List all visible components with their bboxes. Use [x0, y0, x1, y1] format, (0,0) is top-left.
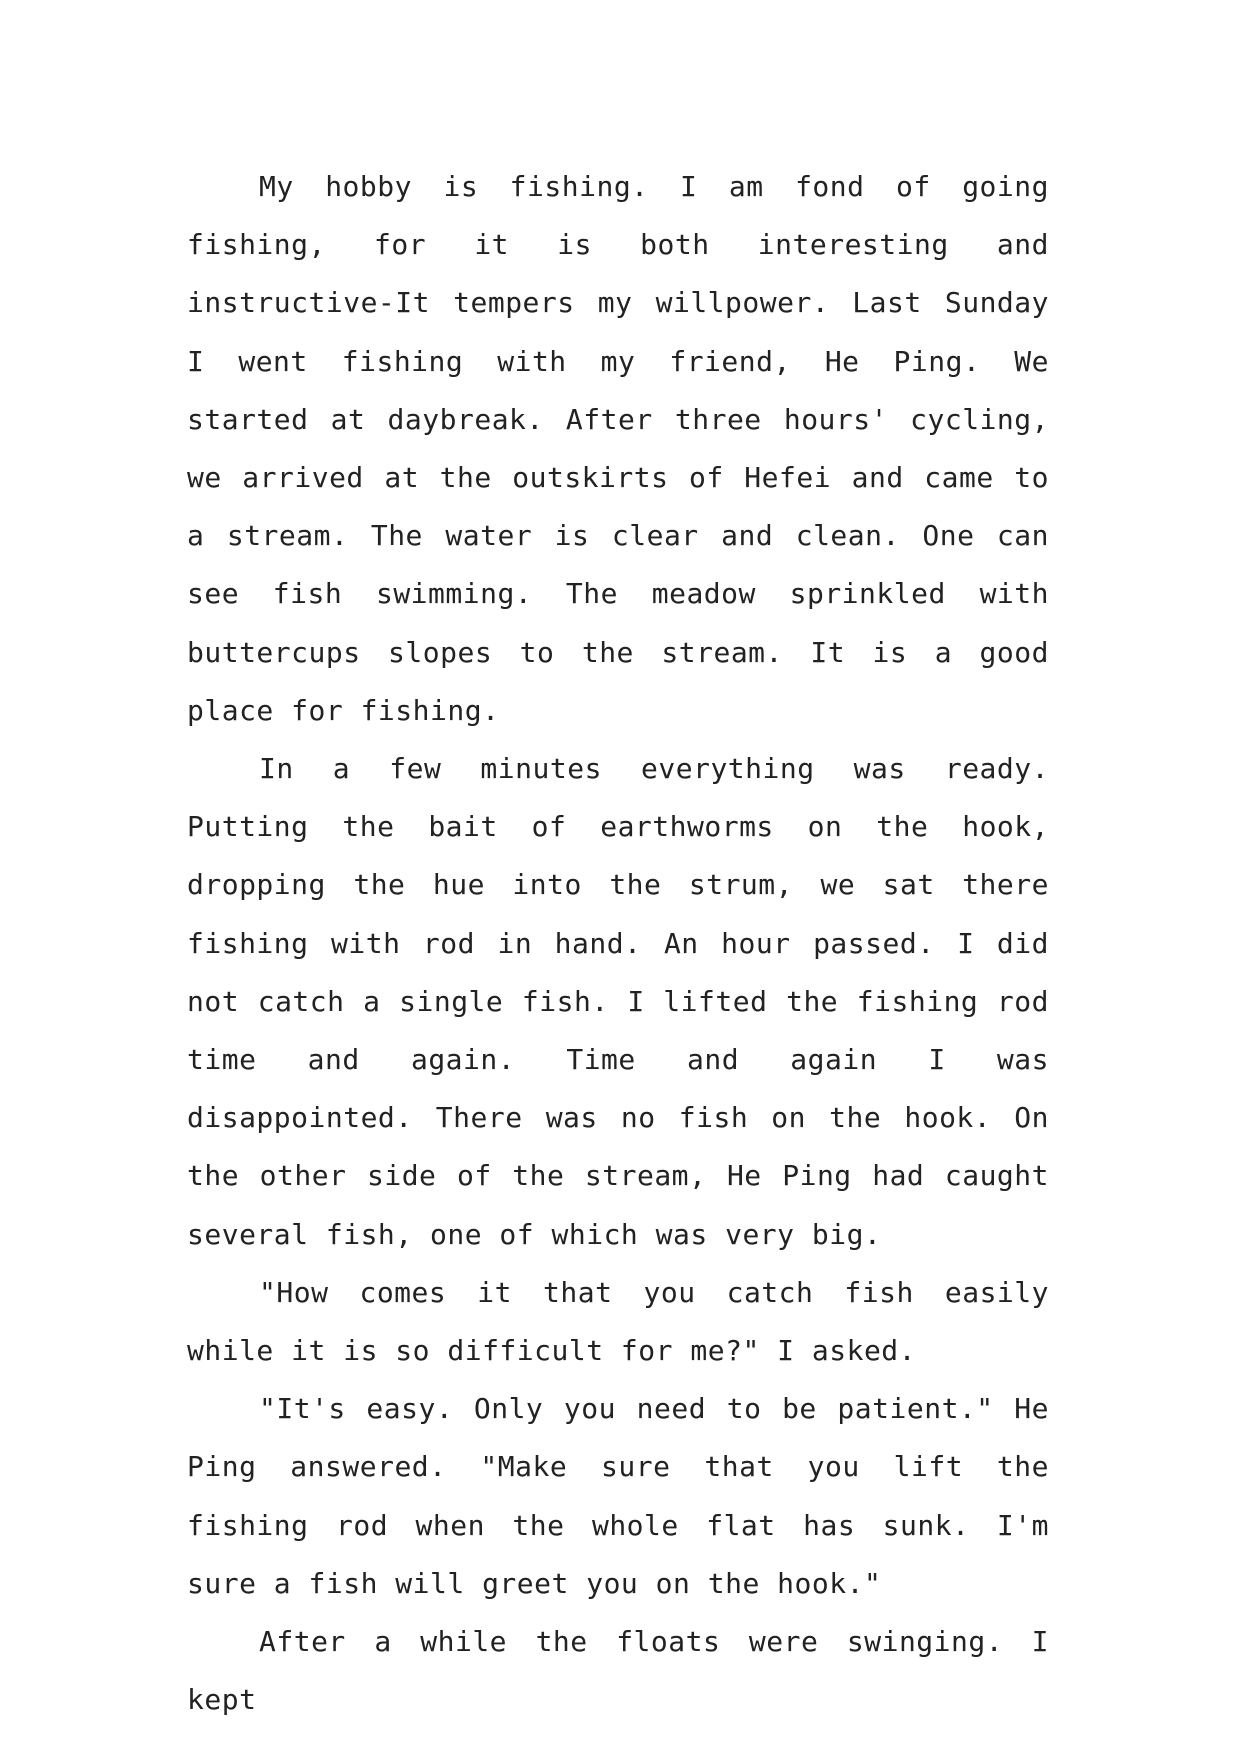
paragraph-3: "How comes it that you catch fish easily while it is so difficult for me?" I asked. — [187, 1275, 1049, 1368]
paragraph-1: My hobby is fishing. I am fond of going fishing, for it is both interesting and instructive-It tempers my willpower. Last Sunday I went fishing with my friend, He Ping. We started at daybreak. After three hours' cycling, we arrived at the outskirts of Hefei and came to a stream. The water is clear and clean. One can see fish swimming. The meadow sprinkled with buttercups slopes to the stream. It is a good place for fishing. — [187, 170, 1049, 727]
paragraph-4: "It's easy. Only you need to be patient." He Ping answered. "Make sure that you lift the fishing rod when the whole flat has sunk. I'm sure a fish will greet you on the hook." — [187, 1392, 1049, 1600]
paragraph-5: After a while the floats were swinging. I kept — [187, 1625, 1049, 1717]
paragraph-2: In a few minutes everything was ready. Putting the bait of earthworms on the hook, dropping the hue into the strum, we sat there fishing with rod in hand. An hour passed. I did not catch a single fish. I lifted the fishing rod time and again. Time and again I was disappointed. There was no fish on the hook. On the other side of the stream, He Ping had caught several fish, one of which was very big. — [187, 752, 1049, 1251]
document-body — [187, 158, 1049, 1729]
